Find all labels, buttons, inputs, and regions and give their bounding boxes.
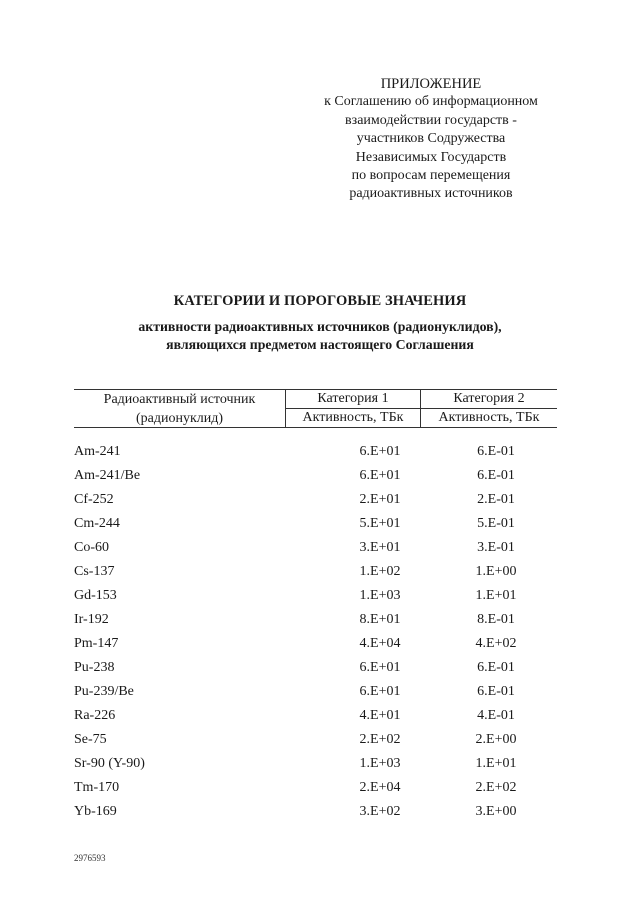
- category-2-value: 6.E-01: [477, 684, 515, 699]
- header-source: [74, 391, 285, 428]
- appendix-line: радиоактивных источников: [349, 186, 513, 202]
- nuclide-name: Gd-153: [74, 588, 117, 603]
- category-2-value: 2.E+02: [475, 780, 517, 795]
- category-2-value: 6.E-01: [477, 468, 515, 483]
- nuclide-name: Sr-90 (Y-90): [74, 756, 145, 771]
- category-1-value: 6.E+01: [359, 468, 401, 483]
- appendix-line: по вопросам перемещения: [351, 168, 511, 184]
- appendix-line: взаимодействии государств -: [345, 112, 517, 128]
- category-2-value: 6.E-01: [477, 444, 515, 459]
- table-row: [74, 800, 554, 824]
- category-2-value: 2.E+00: [475, 732, 517, 747]
- appendix-title: ПРИЛОЖЕНИЕ: [380, 76, 482, 92]
- category-1-value: 1.E+03: [359, 756, 401, 771]
- nuclide-name: Cs-137: [74, 564, 115, 579]
- nuclide-name: Pu-239/Be: [74, 684, 134, 699]
- category-1-value: 3.E+02: [359, 804, 401, 819]
- heading-title: КАТЕГОРИИ И ПОРОГОВЫЕ ЗНАЧЕНИЯ: [173, 293, 467, 309]
- category-2-value: 5.E-01: [477, 516, 515, 531]
- category-2-value: 4.E-01: [477, 708, 515, 723]
- category-2-value: 1.E+00: [475, 564, 517, 579]
- document-number: 2976593: [74, 853, 106, 863]
- table-row: [74, 752, 554, 776]
- category-2-value: 6.E-01: [477, 660, 515, 675]
- nuclide-name: Cf-252: [74, 492, 114, 507]
- header-category-2: Категория 2: [453, 391, 525, 406]
- nuclide-name: Tm-170: [74, 780, 120, 795]
- heading-subtitle: [0, 318, 640, 354]
- nuclide-name: Co-60: [74, 540, 109, 555]
- table-row: [74, 680, 554, 704]
- nuclide-name: Cm-244: [74, 516, 120, 531]
- heading-subtitle-line: активности радиоактивных источников (радионуклидов),: [138, 319, 502, 334]
- table-row: [74, 776, 554, 800]
- header-category-1-unit: Активность, ТБк: [302, 410, 404, 425]
- category-2-value: 3.E+00: [475, 804, 517, 819]
- category-1-value: 6.E+01: [359, 684, 401, 699]
- category-1-value: 2.E+02: [359, 732, 401, 747]
- category-2-value: 4.E+02: [475, 636, 517, 651]
- nuclide-name: Yb-169: [74, 804, 117, 819]
- category-1-value: 4.E+04: [359, 636, 401, 651]
- nuclide-name: Pu-238: [74, 660, 115, 675]
- header-source-label: Радиоактивный источник: [103, 392, 256, 407]
- nuclide-name: Am-241/Be: [74, 468, 141, 483]
- category-2-value: 2.E-01: [477, 492, 515, 507]
- table-row: [74, 560, 554, 584]
- category-1-value: 6.E+01: [359, 444, 401, 459]
- nuclide-name: Am-241: [74, 444, 121, 459]
- appendix-line: к Соглашению об информационном: [324, 94, 538, 110]
- nuclide-name: Ra-226: [74, 708, 116, 723]
- appendix-block: [300, 75, 562, 204]
- category-1-value: 1.E+03: [359, 588, 401, 603]
- category-2-value: 3.E-01: [477, 540, 515, 555]
- table-row: [74, 512, 554, 536]
- nuclide-name: Se-75: [74, 732, 107, 747]
- category-2-value: 8.E-01: [477, 612, 515, 627]
- table-row: [74, 728, 554, 752]
- header-source-sublabel: (радионуклид): [135, 411, 224, 426]
- table-row: [74, 536, 554, 560]
- table-row: [74, 488, 554, 512]
- table-row: [74, 632, 554, 656]
- category-1-value: 2.E+04: [359, 780, 401, 795]
- table-row: [74, 584, 554, 608]
- table-row: [74, 608, 554, 632]
- document-heading: [0, 291, 640, 354]
- heading-subtitle-line: являющихся предметом настоящего Соглашения: [166, 337, 474, 352]
- header-category-2-unit: Активность, ТБк: [438, 410, 540, 425]
- category-1-value: 2.E+01: [359, 492, 401, 507]
- category-2-value: 1.E+01: [475, 588, 517, 603]
- nuclide-name: Ir-192: [74, 612, 109, 627]
- category-1-value: 5.E+01: [359, 516, 401, 531]
- table-row: [74, 656, 554, 680]
- appendix-line: участников Содружества: [356, 131, 506, 147]
- table-row: [74, 704, 554, 728]
- nuclide-name: Pm-147: [74, 636, 119, 651]
- category-1-value: 1.E+02: [359, 564, 401, 579]
- category-1-value: 4.E+01: [359, 708, 401, 723]
- category-1-value: 8.E+01: [359, 612, 401, 627]
- category-2-value: 1.E+01: [475, 756, 517, 771]
- category-1-value: 6.E+01: [359, 660, 401, 675]
- table-row: [74, 440, 554, 464]
- category-1-value: 3.E+01: [359, 540, 401, 555]
- table-row: [74, 464, 554, 488]
- appendix-line: Независимых Государств: [355, 149, 507, 165]
- header-category-1: Категория 1: [317, 391, 389, 406]
